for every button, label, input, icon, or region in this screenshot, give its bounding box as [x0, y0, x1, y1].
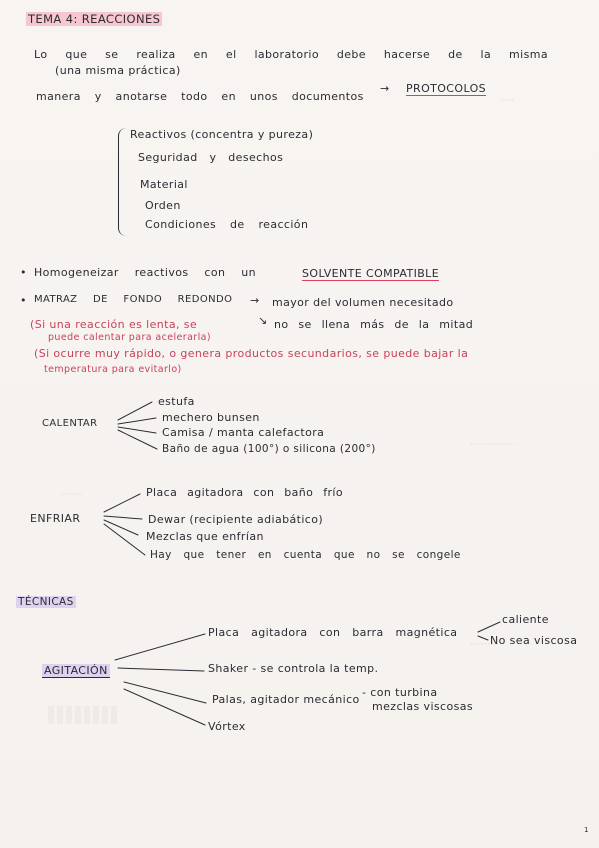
protocol-bracket	[118, 128, 129, 236]
note-red: temperatura para evitarlo)	[44, 364, 182, 375]
agitacion-item: Placa agitadora con barra magnética	[208, 626, 458, 639]
intro-line-2: manera y anotarse todo en unos documentos	[36, 90, 364, 103]
calentar-item: Camisa / manta calefactora	[162, 426, 325, 439]
protocol-item: Condiciones de reacción	[145, 218, 309, 231]
protocol-item: Orden	[145, 199, 181, 212]
enfriar-label: ENFRIAR	[30, 512, 81, 525]
arrow-icon: →	[380, 82, 390, 95]
arrow-icon: →	[250, 294, 260, 307]
calentar-label: CALENTAR	[42, 418, 98, 429]
scribbled-out-text	[48, 706, 118, 724]
calentar-item: Baño de agua (100°) o silicona (200°)	[162, 443, 376, 455]
curved-arrow-icon: ↘	[258, 314, 268, 327]
palas-note: - con turbina	[362, 686, 438, 699]
enfriar-item: Hay que tener en cuenta que no se congele	[150, 549, 461, 561]
intro-line-1: Lo que se realiza en el laboratorio debe hacerse de la misma	[34, 48, 549, 61]
enfriar-item: Mezclas que enfrían	[146, 530, 264, 543]
protocol-item: Reactivos (concentra y pureza)	[130, 128, 314, 141]
agitacion-item: Vórtex	[208, 720, 246, 733]
bleed-through-text: ················	[470, 440, 516, 450]
bleed-through-text: ········	[60, 490, 83, 500]
bullet-2-result-1: mayor del volumen necesitado	[272, 296, 454, 309]
agitacion-item: Palas, agitador mecánico	[212, 693, 360, 706]
solvente-compatible: SOLVENTE COMPATIBLE	[302, 267, 440, 280]
magnetica-branch: No sea viscosa	[490, 634, 578, 647]
bleed-through-text: ··········	[470, 640, 499, 650]
note-red: (Si una reacción es lenta, se	[30, 318, 198, 331]
calentar-item: estufa	[158, 395, 195, 408]
agitacion-label: AGITACIÓN	[44, 664, 108, 677]
protocol-item: Material	[140, 178, 188, 191]
tecnicas-heading: TÉCNICAS	[18, 596, 74, 608]
palas-note: mezclas viscosas	[372, 700, 474, 713]
bullet-2-text: MATRAZ DE FONDO REDONDO	[34, 294, 233, 305]
note-red: puede calentar para acelerarla)	[48, 332, 211, 343]
bullet-1-text: Homogeneizar reactivos con un	[34, 266, 256, 279]
enfriar-item: Dewar (recipiente adiabático)	[148, 513, 324, 526]
calentar-item: mechero bunsen	[162, 411, 260, 424]
bullet-2-result-2: no se llena más de la mitad	[274, 318, 474, 331]
note-red: (Si ocurre muy rápido, o genera productos secundarios, se puede bajar la	[34, 347, 469, 360]
bullet-icon: •	[20, 266, 27, 279]
magnetica-branch: caliente	[502, 613, 549, 626]
protocol-item: Seguridad y desechos	[138, 151, 284, 164]
page-number: 1	[584, 826, 589, 834]
page-title: TEMA 4: REACCIONES	[28, 12, 161, 26]
intro-aside: (una misma práctica)	[55, 64, 181, 77]
bleed-through-text: ·····	[500, 96, 515, 106]
bullet-icon: •	[20, 294, 27, 307]
agitacion-item: Shaker - se controla la temp.	[208, 662, 379, 675]
enfriar-item: Placa agitadora con baño frío	[146, 486, 343, 499]
protocolos-keyword: PROTOCOLOS	[406, 82, 487, 95]
